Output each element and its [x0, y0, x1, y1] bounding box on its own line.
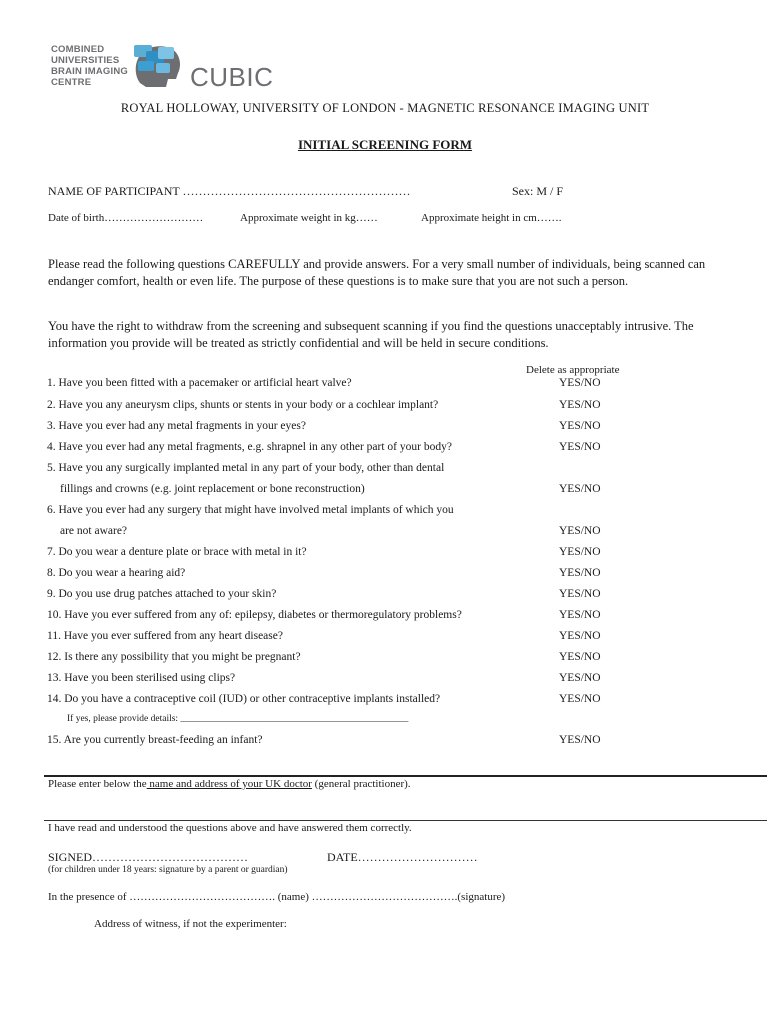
logo-line: CENTRE	[51, 77, 92, 88]
question-text: 4. Have you ever had any metal fragments, e.g. shrapnel in any other part of your body?	[47, 441, 452, 453]
question-text: 9. Do you use drug patches attached to your skin?	[47, 588, 277, 600]
answer-choice[interactable]: YES/NO	[559, 525, 601, 537]
brain-logo-icon	[132, 43, 184, 89]
doctor-suffix: (general practitioner).	[311, 778, 411, 790]
answer-choice[interactable]: YES/NO	[559, 651, 601, 663]
answer-choice[interactable]: YES/NO	[559, 693, 601, 705]
question-text: 6. Have you ever had any surgery that might have involved metal implants of which you	[47, 504, 454, 516]
date-field[interactable]: DATE…………………………	[327, 850, 478, 864]
dob-field[interactable]: Date of birth………………………	[48, 212, 204, 224]
answer-choice[interactable]: YES/NO	[559, 588, 601, 600]
answer-choice[interactable]: YES/NO	[559, 483, 601, 495]
answer-column-header: Delete as appropriate	[526, 364, 620, 376]
sex-field[interactable]: Sex: M / F	[512, 184, 564, 198]
answer-choice[interactable]: YES/NO	[559, 567, 601, 579]
logo-line: BRAIN IMAGING	[51, 66, 129, 77]
answer-choice[interactable]: YES/NO	[559, 630, 601, 642]
question-text-continued: are not aware?	[60, 525, 128, 537]
doctor-instruction	[48, 778, 411, 790]
answer-choice[interactable]: YES/NO	[559, 377, 601, 389]
doctor-prefix: Please enter below the	[48, 778, 147, 790]
question-text: 14. Do you have a contraceptive coil (IUD) or other contraceptive implants installed?	[47, 693, 441, 705]
question-text: 10. Have you ever suffered from any of: epilepsy, diabetes or thermoregulatory problems?	[47, 609, 462, 621]
question-text-continued: fillings and crowns (e.g. joint replacement or bone reconstruction)	[60, 483, 365, 495]
declaration-text: I have read and understood the questions above and have answered them correctly.	[48, 822, 412, 834]
participant-name-field[interactable]: NAME OF PARTICIPANT …………………………………………………	[48, 184, 411, 198]
answer-choice[interactable]: YES/NO	[559, 441, 601, 453]
signature-field[interactable]: SIGNED…………………………………	[48, 850, 248, 864]
section-divider	[44, 820, 767, 821]
answer-choice[interactable]: YES/NO	[559, 399, 601, 411]
institution-header: ROYAL HOLLOWAY, UNIVERSITY OF LONDON - MAGNETIC RESONANCE IMAGING UNIT	[120, 101, 650, 115]
witness-address-label: Address of witness, if not the experimenter:	[94, 918, 287, 930]
logo-brand: CUBIC	[190, 62, 274, 92]
question-text: 12. Is there any possibility that you might be pregnant?	[47, 651, 301, 663]
doctor-underlined: name and address of your UK doctor	[146, 778, 312, 790]
question-text: 7. Do you wear a denture plate or brace with metal in it?	[47, 546, 307, 558]
logo-text	[51, 44, 128, 88]
answer-choice[interactable]: YES/NO	[559, 546, 601, 558]
height-field[interactable]: Approximate height in cm…….	[421, 212, 562, 224]
question-text: 8. Do you wear a hearing aid?	[47, 567, 186, 579]
intro-paragraph-2: You have the right to withdraw from the screening and subsequent scanning if you find the questions unacceptably intrusive. The information you provide will be treated as strictly confidential and will be held in secure conditions.	[48, 319, 694, 350]
question-text: 3. Have you ever had any metal fragments in your eyes?	[47, 420, 306, 432]
children-note: (for children under 18 years: signature by a parent or guardian)	[48, 865, 288, 875]
details-input-field[interactable]: If yes, please provide details: ________________________________________________	[67, 714, 409, 724]
question-text: 13. Have you been sterilised using clips?	[47, 672, 236, 684]
question-text: 1. Have you been fitted with a pacemaker or artificial heart valve?	[47, 377, 352, 389]
answer-choice[interactable]: YES/NO	[559, 672, 601, 684]
question-text: 2. Have you any aneurysm clips, shunts or stents in your body or a cochlear implant?	[47, 399, 439, 411]
question-text: 11. Have you ever suffered from any heart disease?	[47, 630, 283, 642]
question-text: 5. Have you any surgically implanted metal in any part of your body, other than dental	[47, 462, 445, 474]
question-text: 15. Are you currently breast-feeding an infant?	[47, 734, 263, 746]
logo-line: UNIVERSITIES	[51, 55, 120, 66]
answer-choice[interactable]: YES/NO	[559, 734, 601, 746]
form-title: INITIAL SCREENING FORM	[297, 137, 473, 152]
intro-paragraph-1: Please read the following questions CAREFULLY and provide answers. For a very small number of individuals, being scanned can endanger comfort, health or even life. The purpose of these questions is to make sure that you are not such a person.	[48, 257, 706, 288]
section-divider	[44, 775, 767, 777]
weight-field[interactable]: Approximate weight in kg……	[240, 212, 378, 224]
answer-choice[interactable]: YES/NO	[559, 609, 601, 621]
witness-field[interactable]: In the presence of …………………………………. (name) ………………………………….(signature)	[48, 891, 506, 903]
answer-choice[interactable]: YES/NO	[559, 420, 601, 432]
logo-line: COMBINED	[51, 44, 105, 55]
